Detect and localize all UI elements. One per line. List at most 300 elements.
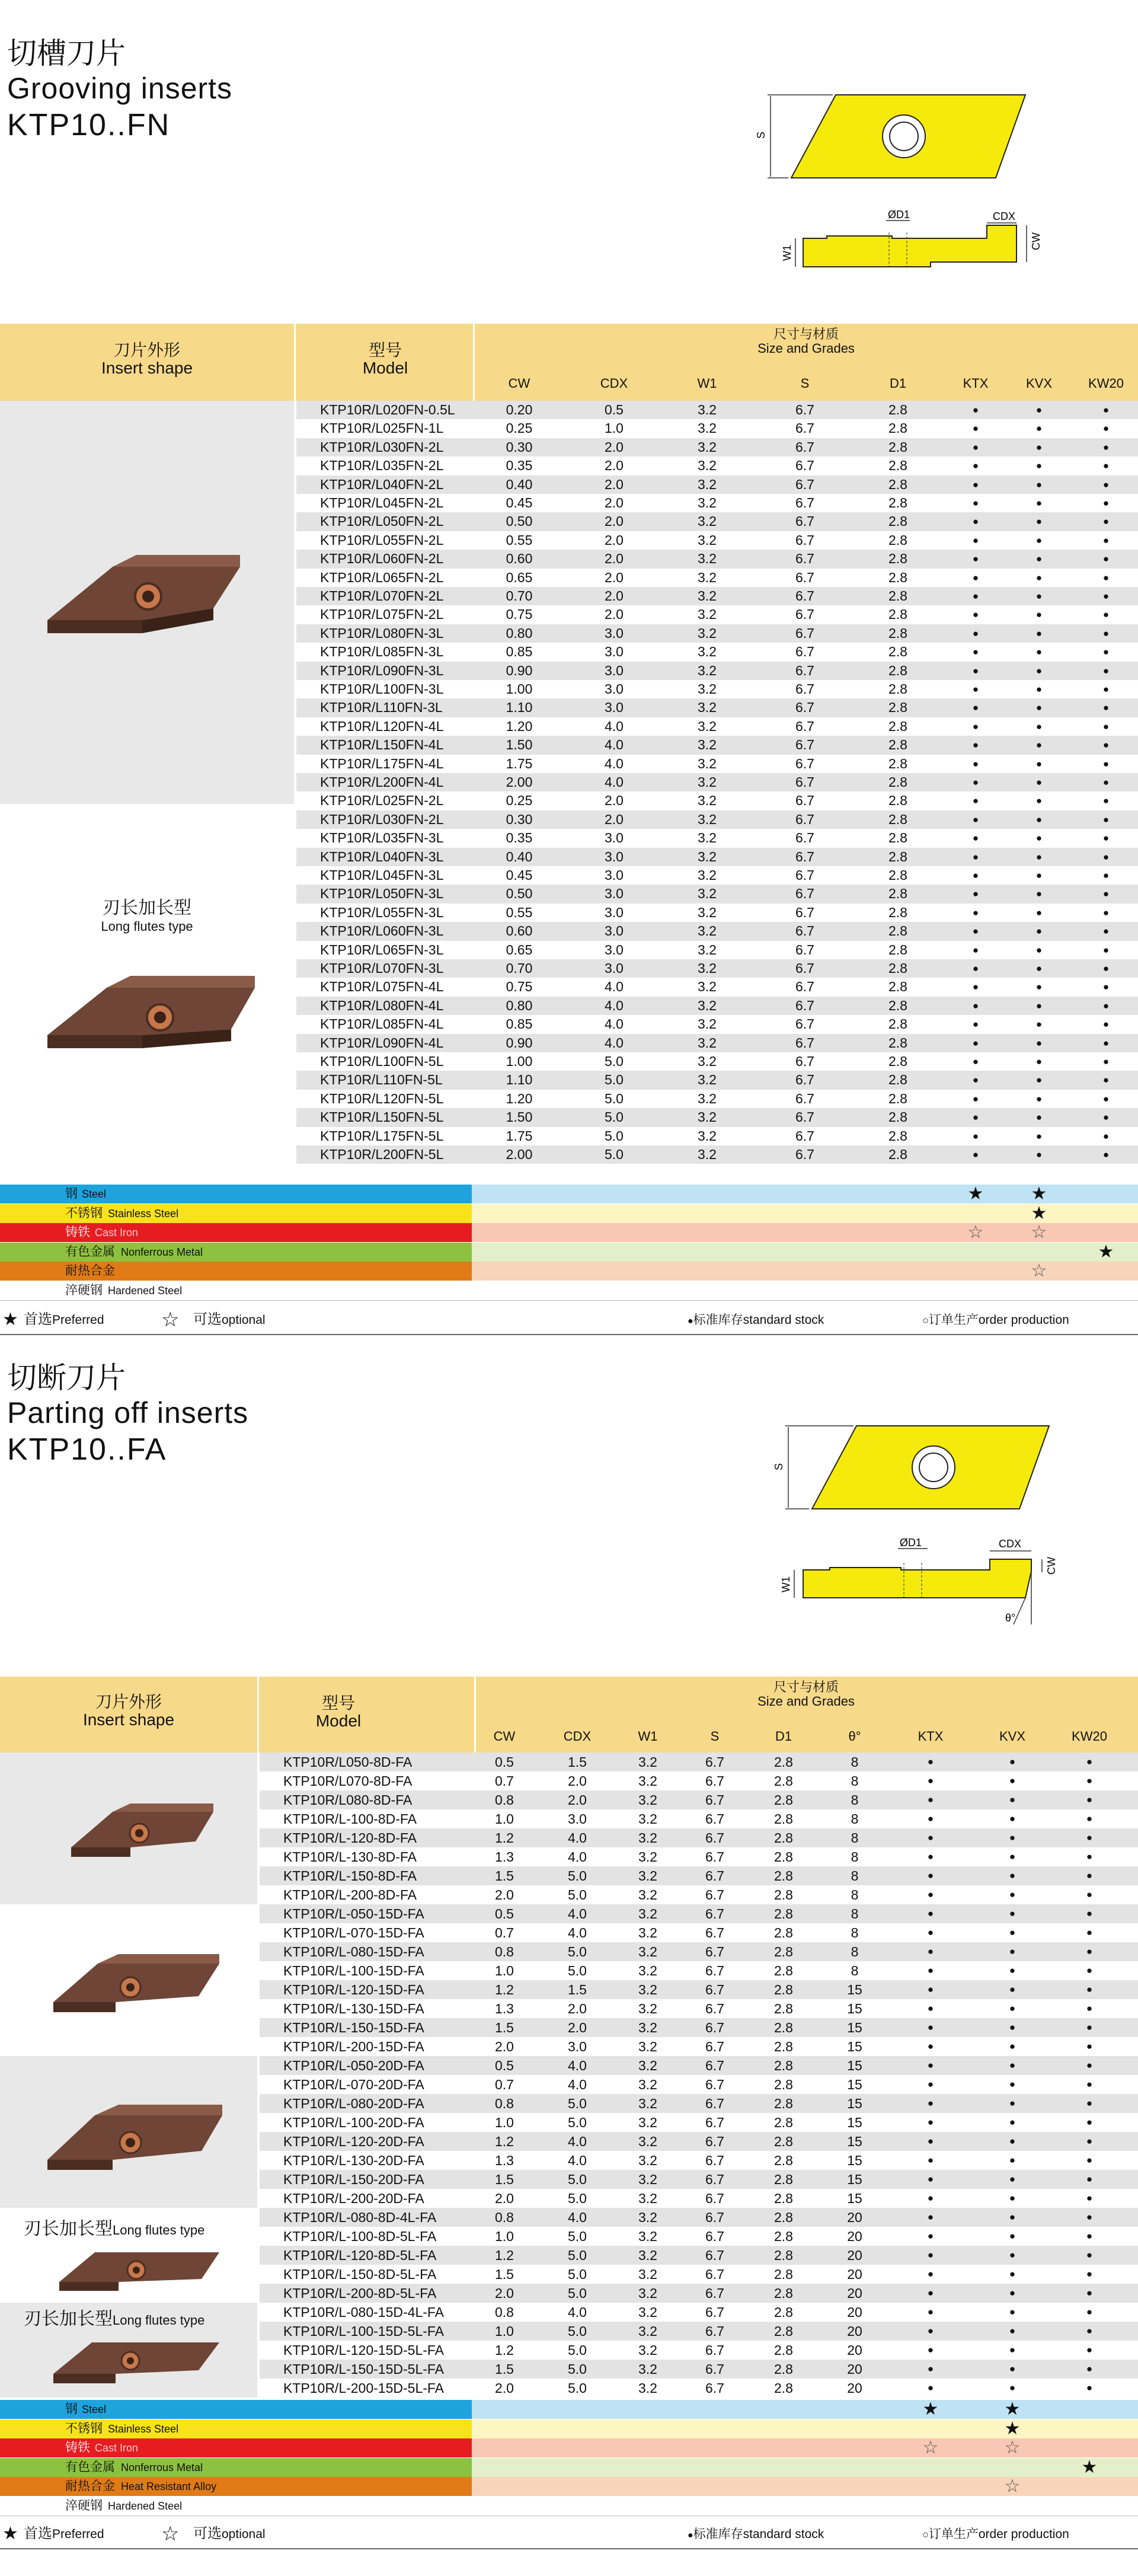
stock-dot-icon: ●: [927, 1775, 934, 1786]
value-cell: 3.0: [605, 700, 624, 716]
value-cell: 5.0: [568, 2380, 587, 2396]
stock-dot-icon: ●: [972, 684, 979, 695]
value-cell: 1.20: [506, 718, 533, 734]
value-cell: 3.2: [638, 2191, 657, 2206]
value-cell: 6.7: [705, 2134, 724, 2149]
value-cell: 2.8: [888, 662, 907, 678]
value-cell: 6.7: [795, 811, 814, 827]
value-cell: 3.2: [638, 1887, 657, 1903]
value-cell: 5.0: [568, 2172, 587, 2187]
section1-data-rows: [296, 401, 1138, 1183]
value-cell: 0.35: [506, 830, 533, 846]
stock-dot-icon: ●: [1086, 2173, 1093, 2185]
value-cell: 0.60: [506, 551, 533, 567]
value-cell: 20: [847, 2323, 862, 2339]
stock-dot-icon: ●: [972, 423, 979, 435]
material-row: [0, 2438, 1138, 2457]
table-row: [296, 1127, 1138, 1145]
model-cell: KTP10R/L065FN-3L: [320, 941, 444, 957]
model-cell: KTP10R/L055FN-3L: [320, 904, 444, 920]
table-row: [260, 1904, 1138, 1923]
value-cell: 6.7: [795, 997, 814, 1013]
material-label: 耐热合金: [0, 1262, 472, 1281]
stock-dot-icon: ●: [1086, 1908, 1093, 1919]
value-cell: 6.7: [795, 941, 814, 957]
optional-label: 可选optional: [193, 1311, 266, 1327]
header-col-6: KVX: [1025, 376, 1053, 391]
stock-dot-icon: ●: [1102, 925, 1110, 937]
value-cell: 4.0: [568, 1906, 587, 1921]
model-cell: KTP10R/L-200-20D-FA: [283, 2191, 424, 2206]
value-cell: 3.2: [698, 718, 717, 734]
stock-dot-icon: ●: [1086, 1756, 1093, 1767]
material-label: 钢 Steel: [0, 1185, 472, 1204]
preferred-label: 首选Preferred: [24, 1311, 104, 1327]
model-cell: KTP10R/L020FN-0.5L: [320, 402, 455, 417]
value-cell: 4.0: [568, 2304, 587, 2320]
stock-dot-icon: ●: [1009, 1775, 1016, 1786]
svg-text:CW: CW: [1046, 1557, 1057, 1575]
preferred-label-2: 首选Preferred: [24, 2526, 104, 2542]
value-cell: 3.2: [698, 755, 717, 771]
stock-dot-icon: ●: [1009, 2117, 1016, 2128]
parting-insert-20d-image: [41, 2098, 231, 2186]
stock-dot-icon: ●: [1035, 888, 1043, 900]
value-cell: 2.0: [568, 2001, 587, 2016]
table-row: [260, 2037, 1138, 2056]
model-cell: KTP10R/L175FN-5L: [320, 1128, 444, 1144]
stock-dot-icon: ●: [1086, 1984, 1093, 1995]
table-row: [260, 2018, 1138, 2037]
model-cell: KTP10R/L100FN-3L: [320, 681, 444, 697]
preferred-star-icon: ★: [967, 1184, 984, 1204]
table-row: [260, 2341, 1138, 2360]
model-cell: KTP10R/L-130-8D-FA: [283, 1849, 417, 1865]
value-cell: 2.8: [888, 867, 907, 883]
value-cell: 20: [847, 2304, 862, 2320]
stock-dot-icon: ●: [972, 590, 979, 602]
value-cell: 2.8: [888, 904, 907, 920]
table-row: [260, 1866, 1138, 1885]
table-row: [260, 1923, 1138, 1942]
value-cell: 2.8: [774, 1773, 793, 1789]
dim-s-label: S: [755, 131, 767, 139]
model-cell: KTP10R/L035FN-2L: [320, 458, 444, 474]
stock-dot-icon: ●: [927, 1946, 934, 1957]
value-cell: 2.8: [774, 2210, 793, 2225]
value-cell: 5.0: [605, 1109, 624, 1125]
table-row: [296, 1090, 1138, 1108]
stock-dot-icon: ●: [972, 777, 979, 788]
stock-dot-icon: ●: [927, 1870, 934, 1881]
value-cell: 6.7: [795, 1128, 814, 1144]
model-cell: KTP10R/L-080-15D-FA: [283, 1944, 424, 1959]
value-cell: 8: [851, 1944, 859, 1959]
value-cell: 3.2: [698, 1035, 717, 1051]
header-col-7: KVX: [999, 1729, 1026, 1744]
value-cell: 2.8: [888, 1054, 907, 1069]
model-cell: KTP10R/L060FN-2L: [320, 551, 444, 567]
stock-dot-icon: ●: [927, 1927, 934, 1938]
value-cell: 6.7: [705, 1754, 724, 1770]
value-cell: 3.2: [698, 1072, 717, 1088]
value-cell: 6.7: [795, 867, 814, 883]
model-cell: KTP10R/L-150-15D-FA: [283, 2020, 424, 2035]
stock-dot-icon: ●: [1009, 1946, 1016, 1957]
material-row: [0, 2400, 1138, 2419]
value-cell: 0.45: [506, 495, 533, 510]
value-cell: 1.5: [568, 1754, 587, 1770]
value-cell: 0.30: [506, 439, 533, 455]
value-cell: 2.8: [888, 1016, 907, 1032]
value-cell: 2.8: [888, 607, 907, 623]
stock-dot-icon: ●: [972, 944, 979, 956]
stock-dot-icon: ●: [972, 404, 979, 416]
value-cell: 6.7: [795, 513, 814, 529]
value-cell: 0.85: [506, 1016, 533, 1032]
stock-dot-icon: ●: [1086, 2192, 1093, 2204]
section1-title: [7, 37, 232, 143]
stock-dot-icon: ●: [1086, 1946, 1093, 1957]
value-cell: 15: [847, 2039, 862, 2054]
material-label: 淬硬钢 Hardened Steel: [0, 1281, 472, 1300]
value-cell: 6.7: [795, 979, 814, 995]
value-cell: 1.3: [495, 2001, 514, 2016]
value-cell: 0.50: [506, 513, 533, 529]
value-cell: 3.2: [698, 737, 717, 753]
value-cell: 2.8: [888, 830, 907, 846]
value-cell: 0.7: [495, 1773, 514, 1789]
model-cell: KTP10R/L040FN-2L: [320, 476, 444, 492]
value-cell: 2.8: [888, 476, 907, 492]
value-cell: 6.7: [705, 2323, 724, 2339]
grooving-insert-image: [36, 531, 261, 650]
stock-dot-icon: ●: [1102, 702, 1110, 714]
value-cell: 0.8: [495, 1944, 514, 1959]
svg-text:CDX: CDX: [999, 1538, 1022, 1550]
model-cell: KTP10R/L175FN-4L: [320, 755, 444, 771]
value-cell: 3.2: [638, 2267, 657, 2282]
stock-dot-icon: ●: [927, 2041, 934, 2052]
value-cell: 2.8: [888, 625, 907, 641]
optional-star-icon: ☆: [1004, 2476, 1021, 2496]
value-cell: 2.8: [774, 2172, 793, 2187]
table-row: [260, 2322, 1138, 2341]
stock-dot-icon: ●: [1086, 1870, 1093, 1881]
value-cell: 2.0: [605, 811, 624, 827]
model-cell: KTP10R/L090FN-4L: [320, 1035, 444, 1051]
stock-dot-icon: ●: [1035, 1000, 1043, 1011]
value-cell: 2.8: [774, 2380, 793, 2396]
stock-dot-icon: ●: [1102, 404, 1110, 416]
optional-star-icon: ☆: [1031, 1222, 1047, 1242]
value-cell: 1.5: [495, 2020, 514, 2035]
value-cell: 2.8: [774, 2342, 793, 2358]
value-cell: 0.45: [506, 867, 533, 883]
header-col-7: KW20: [1088, 376, 1124, 391]
value-cell: 3.2: [698, 476, 717, 492]
value-cell: 3.0: [568, 1811, 587, 1827]
stock-dot-icon: ●: [1035, 590, 1043, 602]
value-cell: 1.10: [506, 700, 533, 716]
value-cell: 3.2: [638, 1849, 657, 1865]
stock-dot-icon: ●: [1086, 2211, 1093, 2223]
stock-dot-icon: ●: [927, 1794, 934, 1805]
stock-dot-icon: ●: [972, 1056, 979, 1067]
value-cell: 1.2: [495, 1830, 514, 1846]
stock-dot-icon: ●: [1102, 851, 1110, 863]
value-cell: 3.2: [698, 979, 717, 995]
model-cell: KTP10R/L100FN-5L: [320, 1054, 444, 1069]
table-row: [260, 2284, 1138, 2303]
preferred-star-icon: ★: [1098, 1241, 1114, 1262]
preferred-star-icon: ★: [1031, 1184, 1047, 1204]
value-cell: 3.0: [605, 662, 624, 678]
table-row: [260, 1961, 1138, 1980]
value-cell: 3.2: [638, 2210, 657, 2225]
value-cell: 3.2: [638, 2342, 657, 2358]
header-col-5: KTX: [963, 376, 989, 391]
parting-insert-8d-image: [65, 1794, 219, 1871]
stock-dot-icon: ●: [1102, 1000, 1110, 1011]
stock-dot-icon: ●: [972, 1093, 979, 1105]
value-cell: 2.8: [888, 458, 907, 474]
model-cell: KTP10R/L120FN-4L: [320, 718, 444, 734]
value-cell: 4.0: [605, 737, 624, 753]
table-row: [296, 401, 1138, 419]
model-cell: KTP10R/L110FN-3L: [320, 700, 443, 716]
value-cell: 3.2: [638, 2304, 657, 2320]
value-cell: 6.7: [795, 830, 814, 846]
dim-cw-label: CW: [1030, 232, 1042, 250]
value-cell: 3.2: [698, 811, 717, 827]
stock-dot-icon: ●: [927, 2060, 934, 2071]
insert-side-view-2: [803, 1559, 1031, 1598]
value-cell: 3.2: [638, 1868, 657, 1884]
table-row: [260, 2303, 1138, 2322]
value-cell: 2.8: [888, 793, 907, 809]
stock-dot-icon: ●: [1102, 870, 1110, 881]
table-row: [260, 2056, 1138, 2075]
material-label: 耐热合金 Heat Resistant Alloy: [0, 2477, 472, 2496]
value-cell: 6.7: [705, 2115, 724, 2130]
value-cell: 6.7: [795, 644, 814, 660]
section1-title-en: Grooving inserts: [7, 72, 233, 105]
value-cell: 6.7: [705, 2191, 724, 2206]
stock-dot-icon: ●: [1086, 2344, 1093, 2355]
stock-dot-icon: ●: [1009, 1851, 1016, 1862]
model-cell: KTP10R/L075FN-2L: [320, 607, 444, 623]
stock-dot-icon: ●: [1102, 1149, 1110, 1160]
stock-dot-icon: ●: [1035, 981, 1043, 993]
stock-dot-icon: ●: [1102, 813, 1110, 825]
stock-dot-icon: ●: [1102, 665, 1110, 676]
value-cell: 6.7: [705, 1887, 724, 1903]
value-cell: 0.80: [506, 997, 533, 1013]
material-row: [0, 1243, 1138, 1262]
table-row: [296, 643, 1138, 661]
value-cell: 4.0: [568, 1849, 587, 1865]
stock-dot-icon: ●: [1009, 1984, 1016, 1995]
value-cell: 3.2: [698, 793, 717, 809]
value-cell: 3.0: [605, 644, 624, 660]
model-cell: KTP10R/L070FN-2L: [320, 588, 444, 604]
value-cell: 2.0: [605, 532, 624, 548]
value-cell: 3.2: [638, 2285, 657, 2301]
section2-insert-diagram: [771, 1417, 1091, 1654]
value-cell: 2.8: [774, 1982, 793, 1997]
material-label: 淬硬钢 Hardened Steel: [0, 2497, 472, 2516]
value-cell: 2.8: [888, 1090, 907, 1106]
value-cell: 0.7: [495, 2077, 514, 2092]
stock-dot-icon: ●: [1086, 2154, 1093, 2166]
value-cell: 1.0: [495, 1811, 514, 1827]
model-cell: KTP10R/L-200-15D-FA: [283, 2039, 424, 2054]
stock-dot-icon: ●: [1035, 925, 1043, 937]
value-cell: 5.0: [568, 2342, 587, 2358]
stock-dot-icon: ●: [927, 2117, 934, 2128]
stock-dot-icon: ●: [1102, 963, 1110, 974]
model-cell: KTP10R/L-050-20D-FA: [283, 2058, 424, 2073]
value-cell: 6.7: [705, 2229, 724, 2244]
stock-dot-icon: ●: [1102, 1056, 1110, 1067]
value-cell: 3.0: [568, 2039, 587, 2054]
material-row: [0, 1262, 1138, 1281]
stock-dot-icon: ●: [1086, 1775, 1093, 1786]
long-flutes-8d-image: [53, 2237, 225, 2303]
value-cell: 20: [847, 2210, 862, 2225]
material-label: 有色金属 Nonferrous Metal: [0, 2458, 472, 2477]
value-cell: 2.00: [506, 1147, 533, 1162]
model-cell: KTP10R/L050FN-2L: [320, 513, 444, 529]
stock-dot-icon: ●: [1102, 739, 1110, 751]
stock-dot-icon: ●: [927, 2382, 934, 2393]
stock-dot-icon: ●: [1102, 777, 1110, 788]
stock-dot-icon: ●: [1035, 1093, 1043, 1105]
model-cell: KTP10R/L-100-15D-FA: [283, 1963, 424, 1978]
value-cell: 3.2: [638, 2077, 657, 2092]
stock-dot-icon: ●: [1086, 1965, 1093, 1976]
value-cell: 2.8: [774, 1754, 793, 1770]
value-cell: 2.0: [605, 793, 624, 809]
value-cell: 2.8: [774, 2020, 793, 2035]
preferred-star-icon: ★: [922, 2399, 939, 2419]
value-cell: 15: [847, 2115, 862, 2130]
table-row: [296, 1015, 1138, 1033]
model-cell: KTP10R/L-070-15D-FA: [283, 1925, 424, 1940]
value-cell: 6.7: [705, 1982, 724, 1997]
order-label-2: ○订单生产order production: [922, 2527, 1069, 2541]
value-cell: 0.5: [495, 1906, 514, 1921]
stock-dot-icon: ●: [1102, 609, 1110, 621]
value-cell: 0.5: [495, 1754, 514, 1770]
value-cell: 6.7: [795, 718, 814, 734]
material-label: 有色金属 Nonferrous Metal: [0, 1243, 472, 1262]
value-cell: 6.7: [705, 1868, 724, 1884]
table-row: [296, 569, 1138, 587]
stock-dot-icon: ●: [1009, 1870, 1016, 1881]
value-cell: 3.2: [698, 774, 717, 790]
table-row: [296, 810, 1138, 829]
model-cell: KTP10R/L150FN-4L: [320, 737, 444, 753]
value-cell: 20: [847, 2229, 862, 2244]
value-cell: 20: [847, 2361, 862, 2377]
value-cell: 3.2: [698, 644, 717, 660]
stock-dot-icon: ●: [927, 1965, 934, 1976]
model-cell: KTP10R/L040FN-3L: [320, 848, 444, 864]
model-cell: KTP10R/L-120-15D-5L-FA: [283, 2342, 445, 2358]
value-cell: 3.2: [638, 2361, 657, 2377]
value-cell: 0.30: [506, 811, 533, 827]
value-cell: 2.0: [605, 476, 624, 492]
value-cell: 6.7: [705, 1811, 724, 1827]
shape-long-8d-cell: [0, 2208, 257, 2303]
value-cell: 0.60: [506, 923, 533, 939]
value-cell: 0.25: [506, 793, 533, 809]
stock-dot-icon: ●: [1035, 1149, 1043, 1160]
value-cell: 6.7: [795, 1109, 814, 1125]
material-label: 不锈钢 Stainless Steel: [0, 2419, 472, 2438]
stock-dot-icon: ●: [927, 2249, 934, 2261]
value-cell: 4.0: [568, 1925, 587, 1940]
value-cell: 6.7: [705, 2058, 724, 2073]
table-row: [260, 1942, 1138, 1961]
stock-dot-icon: ●: [1035, 665, 1043, 676]
value-cell: 2.0: [495, 1887, 514, 1903]
table-row: [296, 605, 1138, 624]
stock-dot-icon: ●: [972, 646, 979, 658]
value-cell: 1.5: [495, 2267, 514, 2282]
shape-long-15d-cell: [0, 2303, 257, 2398]
stock-dot-icon: ●: [927, 1813, 934, 1824]
value-cell: 5.0: [568, 1963, 587, 1978]
value-cell: 3.0: [605, 830, 624, 846]
svg-text:ØD1: ØD1: [900, 1537, 922, 1549]
table-row: [260, 1847, 1138, 1866]
header-col-6: KTX: [918, 1729, 944, 1744]
value-cell: 3.2: [698, 551, 717, 567]
value-cell: 20: [847, 2285, 862, 2301]
value-cell: 3.2: [698, 513, 717, 529]
stock-dot-icon: ●: [927, 1889, 934, 1900]
value-cell: 1.5: [495, 2172, 514, 2187]
value-cell: 4.0: [568, 2210, 587, 2225]
stock-dot-icon: ●: [1102, 553, 1110, 565]
model-cell: KTP10R/L-200-8D-FA: [283, 1887, 417, 1903]
stock-dot-icon: ●: [1009, 2382, 1016, 2393]
value-cell: 1.5: [495, 2361, 514, 2377]
stock-dot-icon: ●: [1086, 2230, 1093, 2242]
section2-shape-column: [0, 1753, 257, 2398]
stock-dot-icon: ●: [1086, 1889, 1093, 1900]
table-row: [296, 494, 1138, 512]
value-cell: 2.0: [605, 513, 624, 529]
value-cell: 3.2: [638, 1906, 657, 1921]
value-cell: 6.7: [705, 2096, 724, 2111]
value-cell: 8: [851, 1925, 859, 1940]
stock-dot-icon: ●: [1035, 944, 1043, 956]
value-cell: 5.0: [568, 2191, 587, 2206]
stock-dot-icon: ●: [972, 925, 979, 937]
value-cell: 8: [851, 1849, 859, 1865]
value-cell: 15: [847, 2191, 862, 2206]
stock-dot-icon: ●: [1035, 1037, 1043, 1049]
value-cell: 1.0: [495, 2229, 514, 2244]
optional-star-icon: ☆: [922, 2438, 939, 2457]
stock-dot-icon: ●: [1086, 2079, 1093, 2090]
material-label: 铸铁 Cast Iron: [0, 2438, 472, 2457]
stock-dot-icon: ●: [1102, 478, 1110, 490]
